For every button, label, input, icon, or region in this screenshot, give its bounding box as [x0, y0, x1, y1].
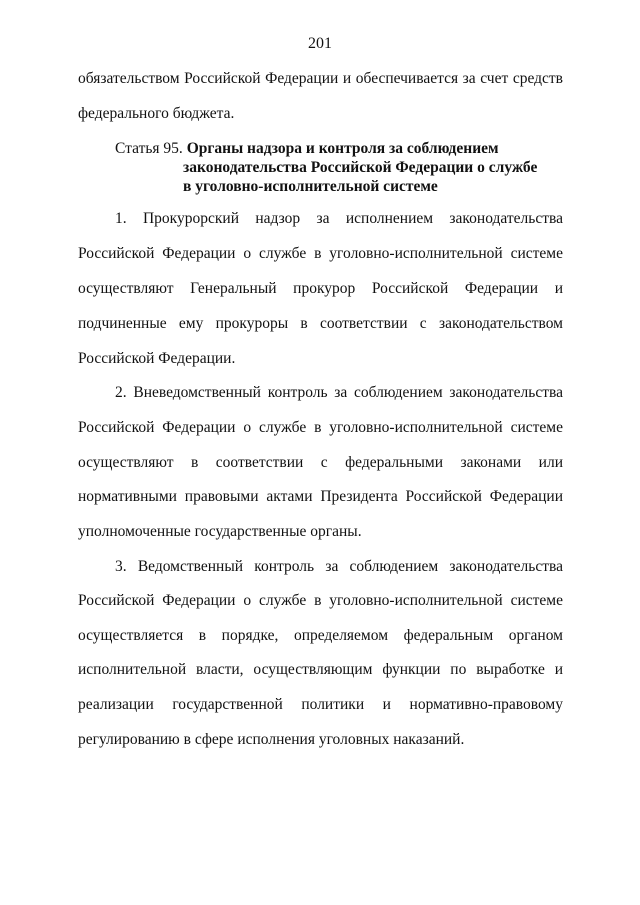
paragraph-1-line-4: подчиненные ему прокуроры в соответствии с законодательством — [78, 315, 563, 332]
page-number: 201 — [308, 35, 332, 52]
paragraph-2-line-4: нормативными правовыми актами Президента Российской Федерации — [78, 488, 563, 505]
article-title-row-2 — [183, 159, 537, 177]
paragraph-2-line-3: осуществляют в соответствии с федеральными законами или — [78, 454, 563, 471]
paragraph-3-line-2: Российской Федерации о службе в уголовно-исполнительной системе — [78, 592, 563, 609]
paragraph-3-line-4: исполнительной власти, осуществляющим функции по выработке и — [78, 661, 563, 678]
article-prefix: Статья 95. — [115, 140, 183, 157]
article-heading — [115, 140, 499, 158]
article-title-line-2: законодательства Российской Федерации о службе — [183, 159, 538, 176]
paragraph-3-line-5: реализации государственной политики и нормативно-правовому — [78, 696, 563, 713]
intro-line-2: федерального бюджета. — [78, 105, 235, 122]
paragraph-1-line-3: осуществляют Генеральный прокурор Российской Федерации и — [78, 280, 563, 297]
paragraph-3-line-1: 3. Ведомственный контроль за соблюдением законодательства — [115, 558, 563, 575]
article-title-line-3: в уголовно-исполнительной системе — [183, 178, 438, 195]
paragraph-3-line-3: осуществляется в порядке, определяемом федеральным органом — [78, 627, 563, 644]
paragraph-2-line-2: Российской Федерации о службе в уголовно-исполнительной системе — [78, 419, 563, 436]
paragraph-1-line-5: Российской Федерации. — [78, 350, 236, 367]
paragraph-3-line-6: регулированию в сфере исполнения уголовных наказаний. — [78, 731, 465, 748]
article-title-line-1: Органы надзора и контроля за соблюдением — [186, 140, 499, 157]
intro-line-1: обязательством Российской Федерации и обеспечивается за счет средств — [78, 70, 563, 87]
article-title-row-3 — [183, 178, 438, 196]
paragraph-2-line-1: 2. Вневедомственный контроль за соблюдением законодательства — [115, 384, 563, 401]
paragraph-2-line-5: уполномоченные государственные органы. — [78, 523, 362, 540]
paragraph-1-line-1: 1. Прокурорский надзор за исполнением законодательства — [115, 210, 563, 227]
paragraph-1-line-2: Российской Федерации о службе в уголовно-исполнительной системе — [78, 245, 563, 262]
